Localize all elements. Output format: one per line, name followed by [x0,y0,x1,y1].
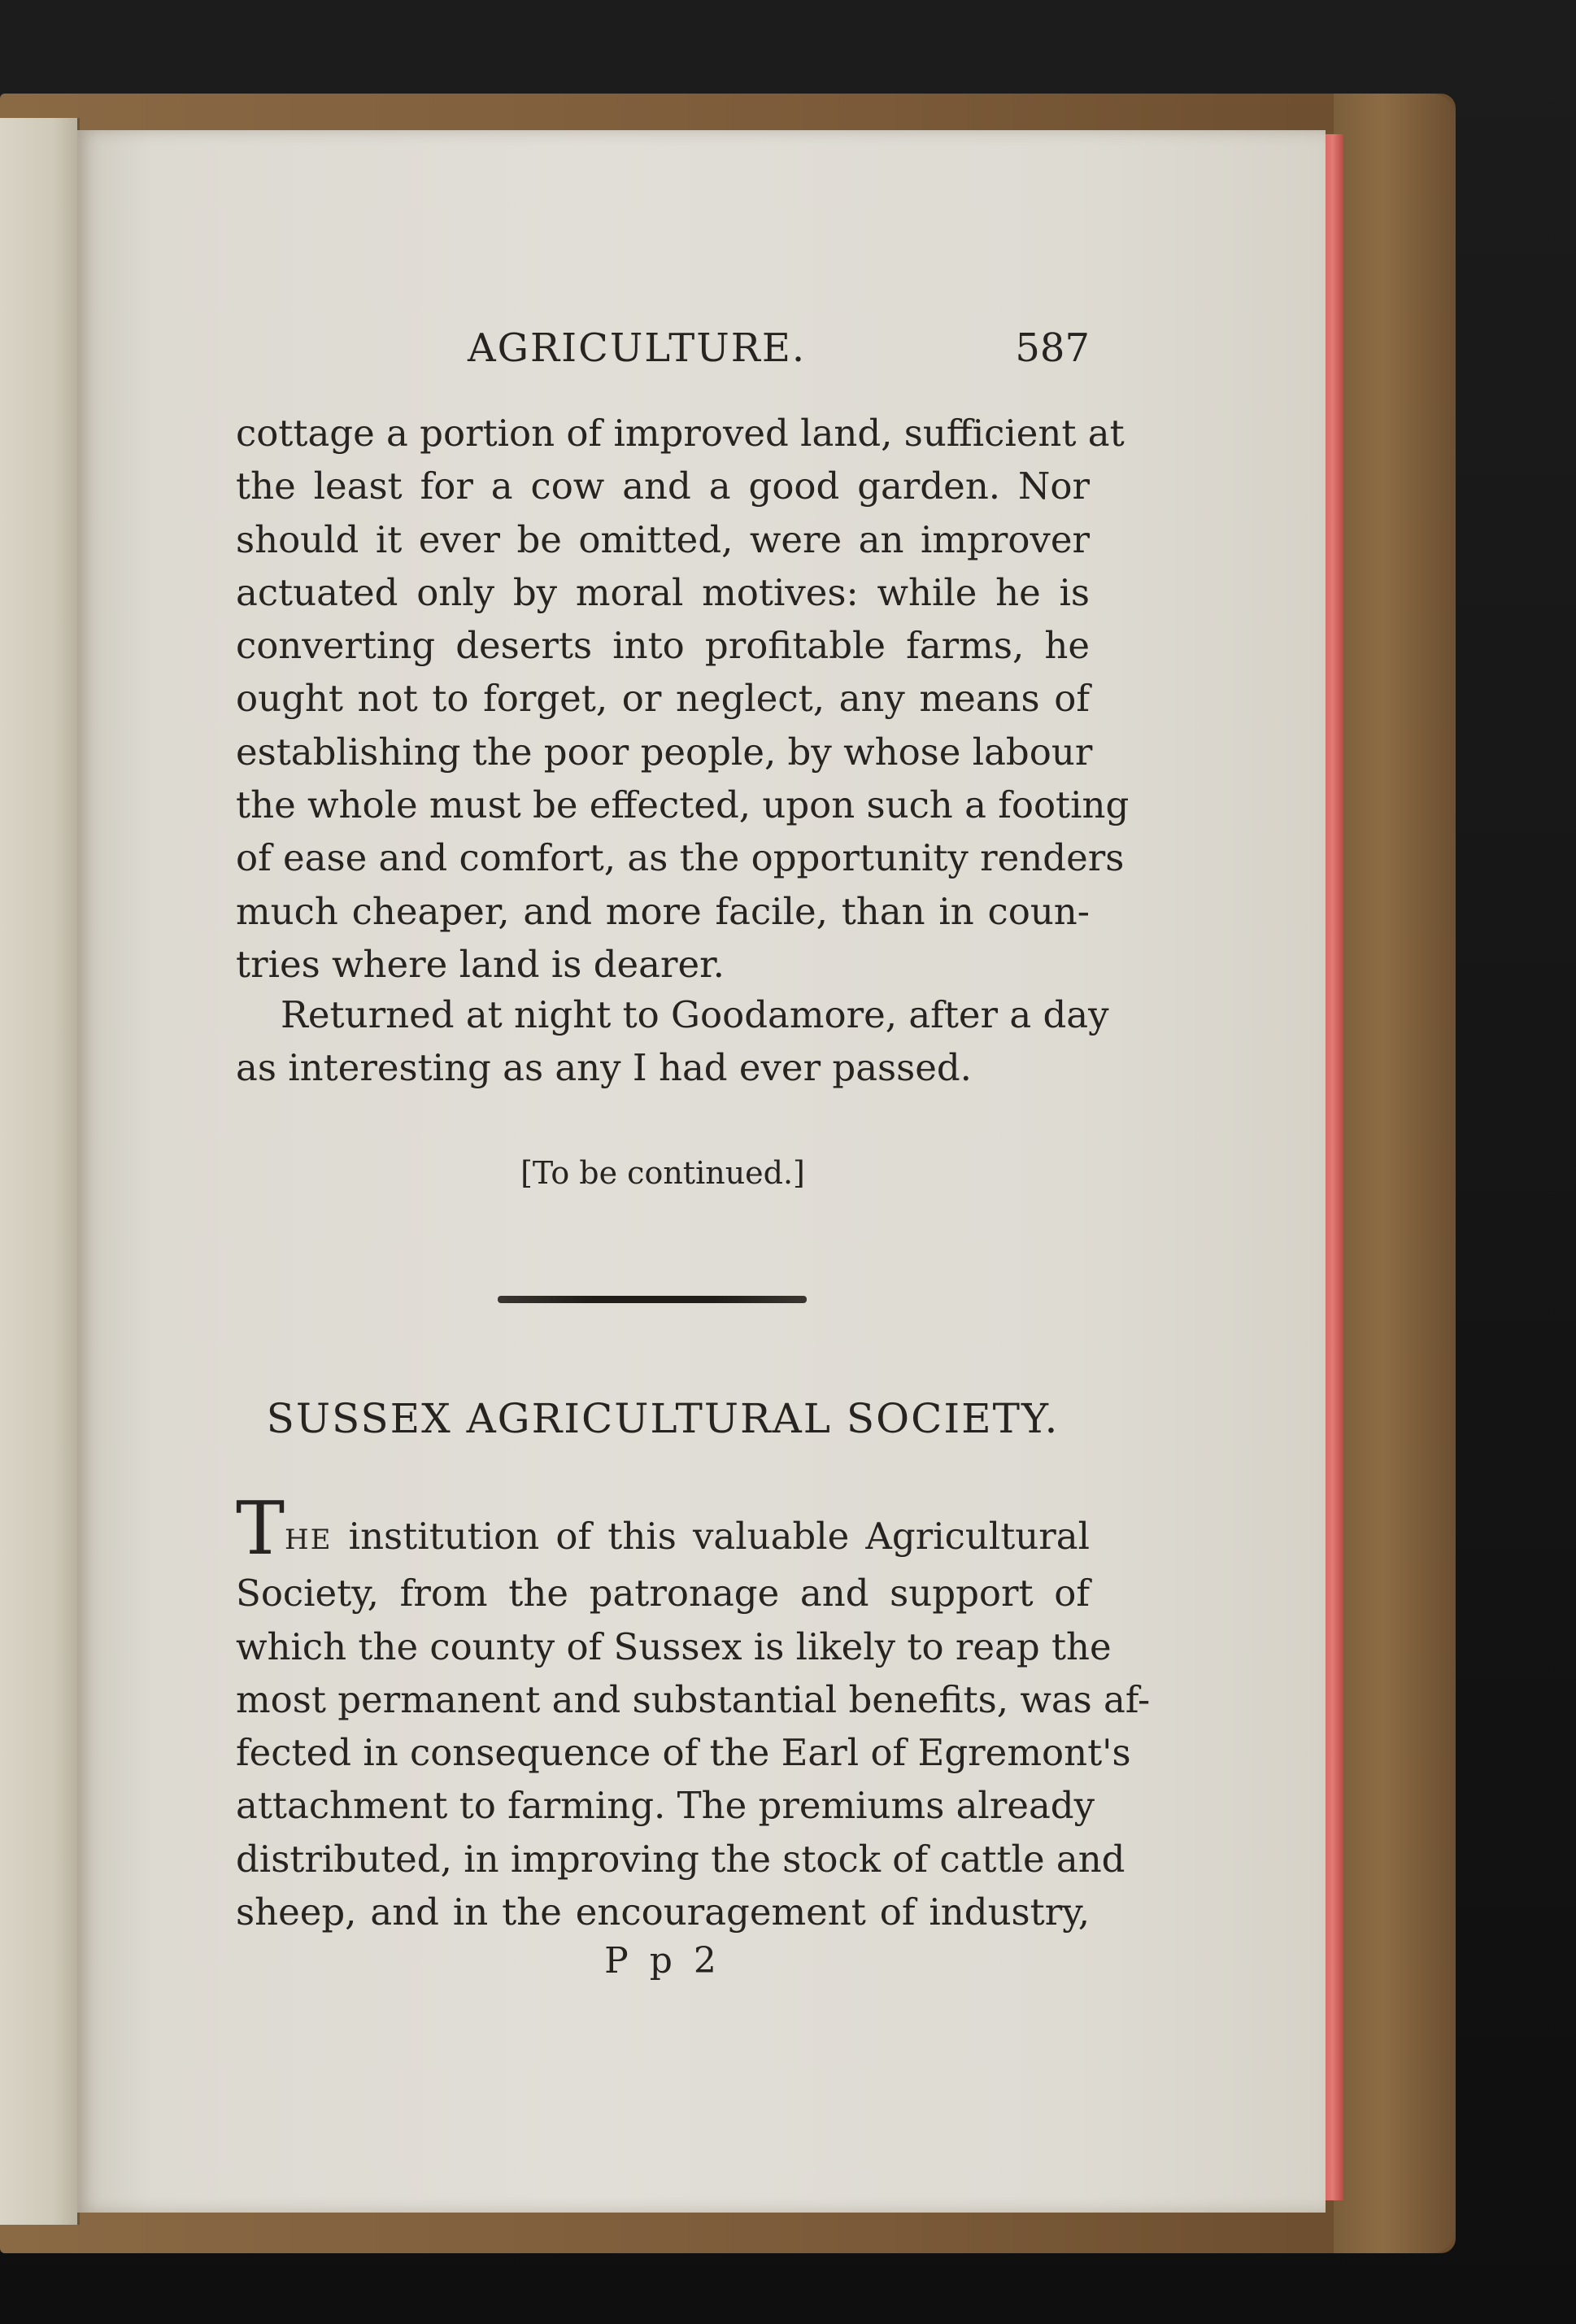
left-page-sliver [0,118,80,2225]
text-line: most permanent and substantial benefits, was af- [236,1677,1151,1721]
to-be-continued-note: [To be continued.] [520,1155,805,1191]
signature-mark: P p 2 [604,1940,721,1982]
text-line: establishing the poor people, by whose labour [236,730,1093,774]
section-title: SUSSEX AGRICULTURAL SOCIETY. [266,1395,1060,1442]
page-number: 587 [1015,325,1090,371]
running-title: AGRICULTURE. [468,325,807,371]
text-line: distributed, in improving the stock of cattle and [236,1837,1125,1881]
red-page-edge [1326,134,1343,2200]
text-line: sheep, and in the encouragement of industry, [236,1890,1090,1934]
text-line: cottage a portion of improved land, sufficient at [236,412,1125,455]
first-text-line [236,1486,1090,1572]
text-line: Society, from the patronage and support of [236,1572,1090,1615]
running-head [236,325,1090,382]
text-line: which the county of Sussex is likely to reap the [236,1624,1112,1668]
text-line: of ease and comfort, as the opportunity renders [236,836,1125,880]
book-cover-edge [1334,94,1456,2253]
text-line: ought not to forget, or neglect, any means of [236,677,1090,721]
text-line: Returned at night to Goodamore, after a day [281,993,1109,1036]
continued-paragraph [236,407,1130,991]
text-line: fected in consequence of the Earl of Egremont's [236,1731,1131,1775]
text-line: as interesting as any I had ever passed. [236,1046,972,1090]
drop-cap: T [236,1486,285,1572]
closing-paragraph [236,988,1109,1095]
section-paragraph [236,1486,1151,1938]
text-line: the whole must be effected, upon such a footing [236,783,1130,827]
text-line: should it ever be omitted, were an improver [236,517,1090,561]
text-line: converting deserts into profitable farms, he [236,624,1090,668]
text-line: attachment to farming. The premiums already [236,1784,1095,1828]
text-line: tries where land is dearer. [236,942,725,986]
text-line: the least for a cow and a good garden. Nor [236,464,1090,508]
first-line-text: institution of this valuable Agricultural [348,1515,1090,1558]
small-caps-word: HE [285,1524,333,1556]
text-line: actuated only by moral motives: while he is [236,570,1090,614]
section-divider-rule [498,1296,807,1303]
text-line: much cheaper, and more facile, than in coun- [236,889,1090,933]
